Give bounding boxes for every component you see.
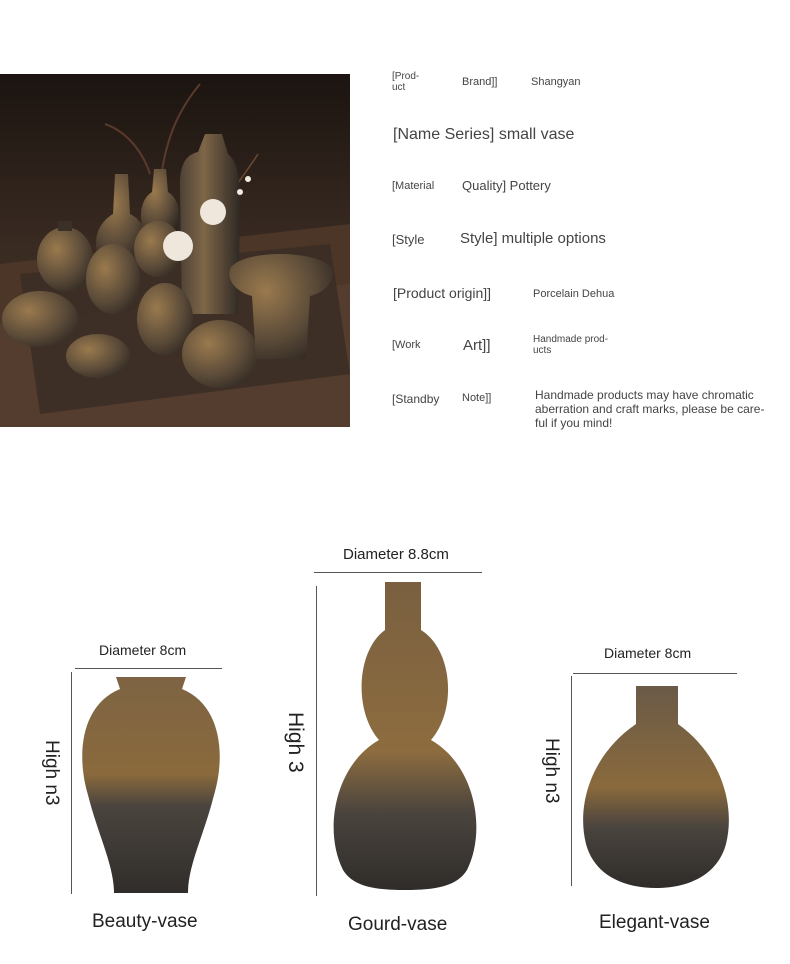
gourd-diameter-label: Diameter 8.8cm xyxy=(343,546,449,563)
gourd-height-line xyxy=(316,586,317,896)
style-key: [Style xyxy=(392,232,425,247)
elegant-vase-image xyxy=(580,684,732,890)
beauty-height-label: High n3 xyxy=(41,740,62,806)
elegant-height-label: High n3 xyxy=(541,738,562,804)
origin-value: Porcelain Dehua xyxy=(533,288,615,300)
brand-value: Shangyan xyxy=(531,76,581,88)
beauty-height-line xyxy=(71,672,72,894)
elegant-height-line xyxy=(571,676,572,886)
brand-key: [Prod- uct xyxy=(392,71,420,93)
gourd-caption: Gourd-vase xyxy=(348,914,448,935)
gourd-height-label: High 3 xyxy=(284,712,307,773)
work-key: [Work xyxy=(392,339,421,351)
beauty-diameter-line xyxy=(75,668,222,669)
gourd-diameter-line xyxy=(314,572,482,573)
work-key-2: Art]] xyxy=(463,337,491,354)
work-value: Handmade prod- ucts xyxy=(533,334,609,356)
elegant-diameter-line xyxy=(573,673,737,674)
product-photo xyxy=(0,74,350,427)
material-value: Quality] Pottery xyxy=(462,178,551,193)
beauty-diameter-label: Diameter 8cm xyxy=(99,642,187,658)
note-value: Handmade products may have chromatic aberration and craft marks, please be care- ful if you mind! xyxy=(535,388,765,430)
style-value: Style] multiple options xyxy=(460,230,606,247)
elegant-diameter-label: Diameter 8cm xyxy=(604,645,692,661)
beauty-vase-image xyxy=(76,675,226,897)
name-series: [Name Series] small vase xyxy=(393,126,575,143)
elegant-caption: Elegant-vase xyxy=(599,912,710,933)
brand-key-2: Brand]] xyxy=(462,76,498,88)
origin-key: [Product origin]] xyxy=(393,285,492,301)
note-key: [Standby xyxy=(392,392,440,406)
gourd-vase-image xyxy=(325,580,485,892)
note-key-2: Note]] xyxy=(462,392,492,404)
beauty-caption: Beauty-vase xyxy=(92,911,198,932)
material-key: [Material xyxy=(392,180,435,192)
